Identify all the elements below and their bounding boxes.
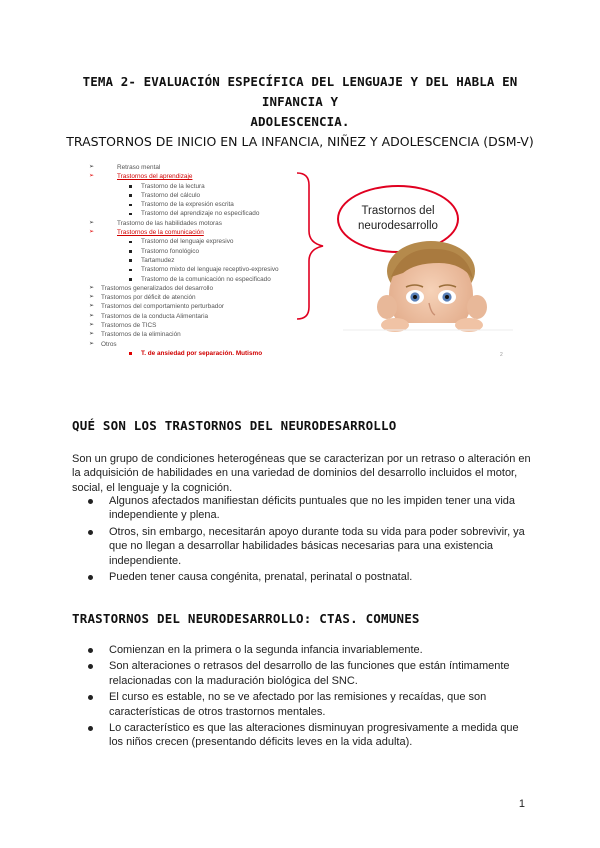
list-subitem: Trastorno del lenguaje expresivo — [85, 237, 315, 246]
list-item: ➢ Trastorno de las habilidades motoras — [85, 219, 315, 228]
dsm-figure — [85, 163, 515, 363]
list-subitem: Trastorno fonológico — [85, 247, 315, 256]
child-peeking-illustration — [343, 233, 513, 363]
list-item: Lo característico es que las alteraciones disminuyan progresivamente a medida que los niños crecen (presentando déficits leves en la vida adulta). — [72, 721, 532, 750]
slide-number: 2 — [500, 352, 503, 358]
list-item: ➢ Trastornos generalizados del desarrollo — [85, 284, 315, 293]
list-item: El curso es estable, no se ve afectado por las remisiones y recaídas, que son características de otros trastornos mentales. — [72, 690, 532, 719]
list-item: Otros, sin embargo, necesitarán apoyo durante toda su vida para poder sobrevivir, ya que no llegan a desarrollar habilidades básicas necesarias para una existencia independiente. — [72, 525, 532, 568]
brace-icon — [293, 171, 333, 321]
section1-bullet-list — [72, 494, 532, 586]
list-item: Algunos afectados manifiestan déficits puntuales que no les impiden tener una vida independiente y plena. — [72, 494, 532, 523]
list-subitem: Trastorno de la comunicación no especificado — [85, 275, 315, 284]
list-subitem: Trastorno de la expresión escrita — [85, 200, 315, 209]
page-number: 1 — [518, 798, 525, 810]
list-subitem: Trastorno del aprendizaje no especificado — [85, 209, 315, 218]
bubble-text: Trastornos del neurodesarrollo — [358, 205, 438, 232]
title-line-2: ADOLESCENCIA. — [250, 114, 350, 129]
list-item: ➢ Trastornos de la eliminación — [85, 330, 315, 339]
title-line-1: TEMA 2- EVALUACIÓN ESPECÍFICA DEL LENGUAJE Y DEL HABLA EN INFANCIA Y — [82, 74, 518, 109]
list-item: Comienzan en la primera o la segunda infancia invariablemente. — [72, 643, 532, 657]
list-item: ➢ Trastornos de TICS — [85, 321, 315, 330]
list-item: Pueden tener causa congénita, prenatal, perinatal o postnatal. — [72, 570, 532, 584]
section2-bullet-list — [72, 643, 532, 752]
document-title — [80, 72, 520, 132]
list-item: ➢ Otros — [85, 340, 315, 349]
list-item: ➢ Retraso mental — [85, 163, 315, 172]
disorder-list — [85, 163, 315, 358]
list-item: Son alteraciones o retrasos del desarrollo de las funciones que están íntimamente relacionadas con la maduración biológica del SNC. — [72, 659, 532, 688]
list-subitem: Tartamudez — [85, 256, 315, 265]
list-subitem-highlight: T. de ansiedad por separación. Mutismo — [85, 349, 315, 358]
list-item-highlight: ➢ Trastornos de la comunicación — [85, 228, 315, 237]
list-item: ➢ Trastornos de la conducta Alimentaria — [85, 312, 315, 321]
list-subitem: Trastorno del cálculo — [85, 191, 315, 200]
list-subitem: Trastorno de la lectura — [85, 182, 315, 191]
list-item-highlight: ➢ Trastornos del aprendizaje — [85, 172, 315, 181]
list-item: ➢ Trastornos del comportamiento perturbador — [85, 302, 315, 311]
section-title-what-are: QUÉ SON LOS TRASTORNOS DEL NEURODESARROLLO — [72, 418, 397, 433]
list-subitem: Trastorno mixto del lenguaje receptivo-expresivo — [85, 265, 315, 274]
section-intro-paragraph: Son un grupo de condiciones heterogéneas que se caracterizan por un retraso o alteración en la adquisición de habilidades en una variedad de dominios del desarrollo incluidos el motor, social, el lenguaje y la cognición. — [72, 453, 531, 494]
list-item: ➢ Trastornos por déficit de atención — [85, 293, 315, 302]
section-title-common-features: TRASTORNOS DEL NEURODESARROLLO: CTAS. COMUNES — [72, 611, 420, 626]
figure-heading: TRASTORNOS DE INICIO EN LA INFANCIA, NIÑEZ Y ADOLESCENCIA (DSM-V) — [66, 134, 534, 149]
